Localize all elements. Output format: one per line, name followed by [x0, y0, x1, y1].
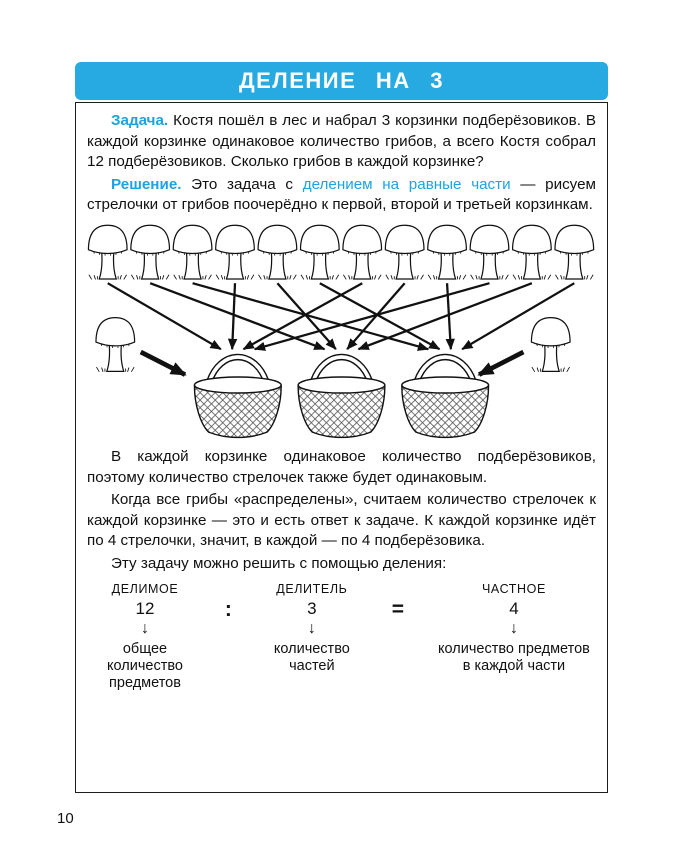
side-arrow [141, 352, 185, 375]
solution-highlight: делением на равные части [302, 175, 511, 193]
dividend-label: ДЕЛИМОЕ [111, 582, 179, 597]
distribution-arrow [232, 283, 235, 349]
task-text: Костя пошёл в лес и набрал 3 корзинки подберёзовиков. В каждой корзинке одинаковое количество грибов, а всего Костя собрал 12 подберёзовиков. Сколько грибов в каждой корзинке? [87, 112, 596, 171]
divisor-block [266, 582, 358, 675]
mushroom-icon [513, 225, 552, 279]
mushroom-icon [96, 317, 135, 371]
mushroom-icon [300, 225, 339, 279]
down-arrow-icon: ↓ [307, 620, 316, 638]
mushroom-icon [385, 225, 424, 279]
arrow-layer [108, 283, 575, 374]
mushroom-icon [470, 225, 509, 279]
mushroom-icon [173, 225, 212, 279]
side-arrow [479, 352, 523, 375]
mushroom-icon [343, 225, 382, 279]
solution-text-before: Это задача с [181, 175, 303, 193]
division-diagram [87, 574, 596, 694]
page-title: ДЕЛЕНИЕ НА 3 [75, 62, 608, 100]
mushroom-icon [258, 225, 297, 279]
equals-operator: = [391, 598, 405, 622]
task-label: Задача. [111, 112, 169, 129]
down-arrow-icon: ↓ [141, 620, 149, 638]
distribution-arrow [150, 283, 324, 349]
dividend-value: 12 [135, 599, 155, 619]
explanation-paragraph-3: Эту задачу можно решить с помощью деления: [111, 554, 447, 572]
solution-label: Решение. [111, 175, 182, 193]
divisor-label: ДЕЛИТЕЛЬ [276, 582, 348, 597]
task-paragraph [87, 111, 596, 173]
distribution-arrow [320, 283, 440, 349]
divisor-caption: количество частей [273, 641, 350, 675]
solution-text-after: — рисуем стрелочки от грибов поочерёдно к первой, второй и третьей корзинкам. [87, 175, 596, 214]
divisor-value: 3 [307, 599, 317, 619]
dividend-block [99, 582, 191, 692]
mushroom-icon [131, 225, 170, 279]
explanation-paragraph-2: Когда все грибы «распределены», считаем количество стрелочек к каждой корзинке — это и есть ответ к задаче. К каждой корзинке идёт по 4 стрелочки, значит, в каждой — по 4 подберёзовика. [87, 491, 596, 550]
mushroom-icon [531, 317, 570, 371]
lesson-sheet [75, 62, 608, 793]
page-number: 10 [57, 810, 74, 827]
quotient-value: 4 [509, 599, 519, 619]
lesson-content-box [75, 102, 608, 793]
divide-operator: : [224, 598, 232, 622]
distribution-arrow [193, 283, 429, 349]
down-arrow-icon: ↓ [509, 620, 518, 638]
explanation-paragraph-1: В каждой корзинке одинаковое количество подберёзовиков, поэтому количество стрелочек также будет одинаковым. [87, 448, 596, 486]
distribution-arrow [358, 283, 531, 349]
mushroom-row [88, 225, 593, 279]
quotient-caption: количество предметов в каждой части [438, 641, 590, 675]
basket-row [194, 357, 488, 437]
quotient-label: ЧАСТНОЕ [481, 582, 546, 597]
distribution-arrow [255, 283, 490, 349]
quotient-block [438, 582, 590, 675]
mushrooms-baskets-illustration [87, 221, 596, 443]
solution-paragraph [87, 175, 596, 216]
basket-icon [402, 357, 489, 437]
mushroom-icon [216, 225, 255, 279]
distribution-arrow [243, 283, 362, 349]
basket-icon [298, 357, 385, 437]
mushroom-icon [88, 225, 127, 279]
mushroom-icon [428, 225, 467, 279]
dividend-caption: общее количество предметов [107, 641, 183, 692]
basket-icon [194, 357, 281, 437]
mushroom-icon [555, 225, 594, 279]
